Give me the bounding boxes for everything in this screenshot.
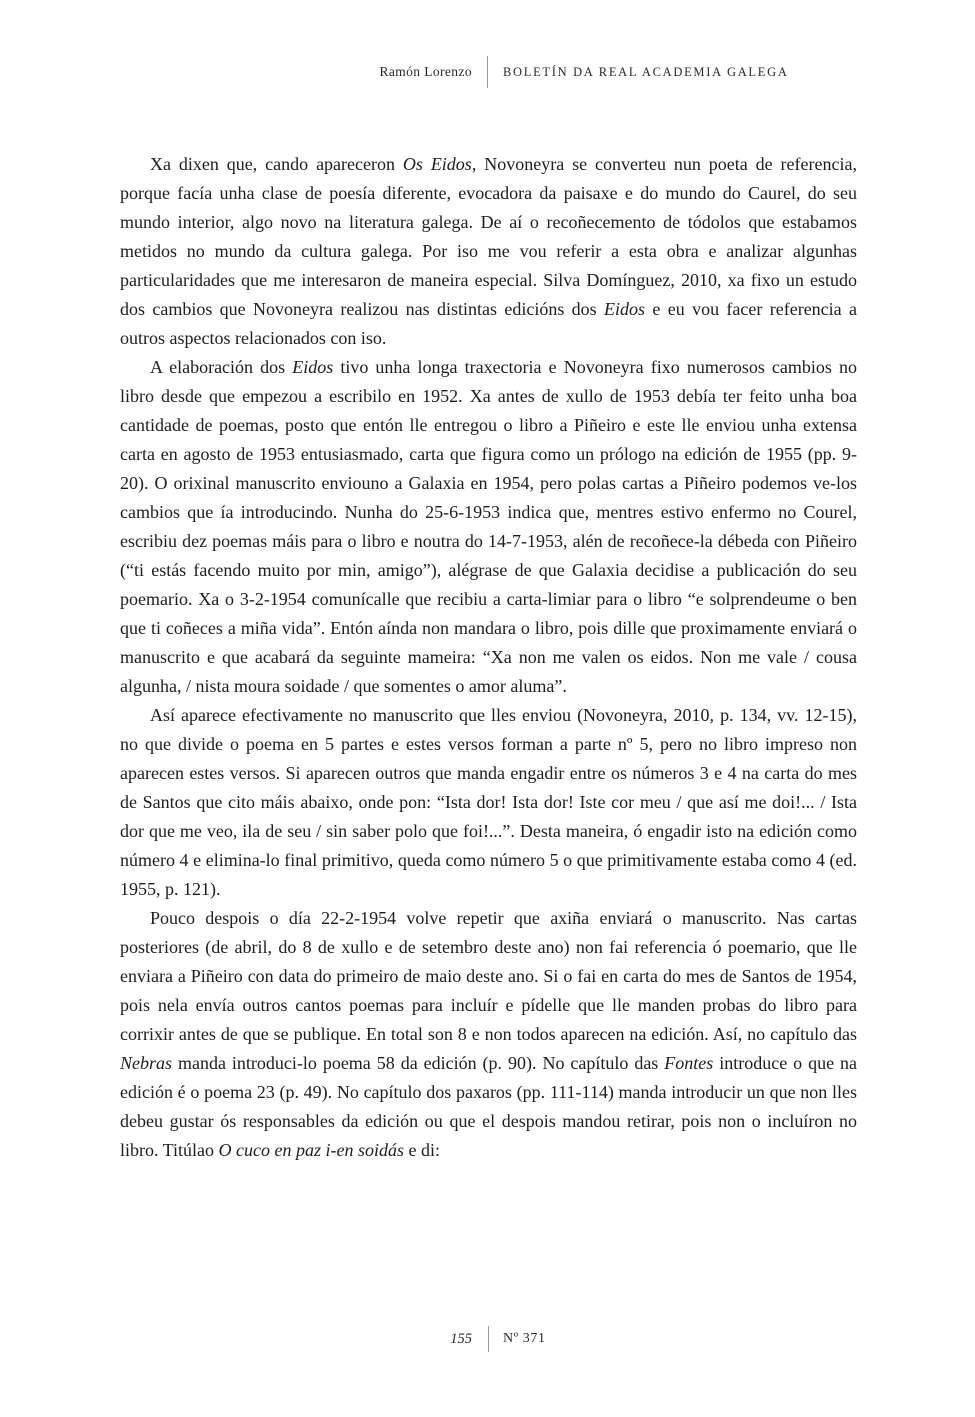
italic-text-run: Eidos [604,299,646,319]
text-run: manda introduci-lo poema 58 da edición (p. 90). No capítulo das [172,1053,665,1073]
text-run: Así aparece efectivamente no manuscrito que lles enviou (Novoneyra, 2010, p. 134, vv. 12-15), no que divide o poema en 5 partes e estes versos forman a parte nº 5, pero no libro impreso non aparecen estes versos. Si aparecen outros que manda engadir entre os números 3 e 4 na carta do mes de Santos que cito máis abaixo, onde pon: “Ista dor! Ista dor! Iste cor meu / que así me doi!... / Ista dor que me veo, ila de seu / sin saber polo que foi!...”. Desta maneira, ó engadir isto na edición como número 4 e elimina-lo final primitivo, queda como número 5 o que primitivamente estaba como 4 (ed. 1955, p. 121). [120,705,857,899]
page-number: 155 [450,1330,472,1347]
italic-text-run: Nebras [120,1053,173,1073]
italic-text-run: O cuco en paz i-en soidás [218,1140,404,1160]
header-author: Ramón Lorenzo [379,64,472,79]
paragraph [120,904,857,1165]
paragraph [120,353,857,701]
text-run: , Novoneyra se converteu nun poeta de referencia, porque facía unha clase de poesía diferente, evocadora da paisaxe e do mundo do Caurel, do seu mundo interior, algo novo na literatura galega. De aí o recoñecemento de tódolos que estabamos metidos no mundo da cultura galega. Por iso me vou referir a esta obra e analizar algunhas particularidades que me interesaron de maneira especial. Silva Domínguez, 2010, xa fixo un estudo dos cambios que Novoneyra realizou nas distintas edicións dos [120,154,857,319]
article-body [120,150,857,1165]
issue-number: Nº 371 [503,1331,546,1346]
header-journal-title: BOLETÍN DA REAL ACADEMIA GALEGA [503,64,789,79]
italic-text-run: Fontes [664,1053,714,1073]
text-run: Xa dixen que, cando apareceron [150,154,403,174]
paragraph [120,150,857,353]
page-header [0,56,975,88]
text-run: A elaboración dos [150,357,293,377]
italic-text-run: Eidos [292,357,334,377]
text-run: e di: [404,1140,440,1160]
text-run: Pouco despois o día 22-2-1954 volve repetir que axiña enviará o manuscrito. Nas cartas posteriores (de abril, do 8 de xullo e de setembro deste ano) non fai referencia ó poemario, que lle enviara a Piñeiro con data do primeiro de maio deste ano. Si o fai en carta do mes de Santos de 1954, pois nela envía outros cantos poemas para incluír e pídelle que lle manden probas do libro para corrixir antes de que se publique. En total son 8 e non todos aparecen na edición. Así, no capítulo das [120,908,857,1044]
italic-text-run: Os Eidos [402,154,472,174]
text-run: introduce o que na edición é o poema 23 (p. 49). No capítulo dos paxaros (pp. 111-114) manda introducir un que non lles debeu gustar ós responsables da edición ou que el despois mandou retirar, pois non o incluíron no libro. Titúlao [120,1053,858,1160]
text-run: e eu vou facer referencia a outros aspectos relacionados con iso. [120,299,858,348]
paragraph [120,701,857,904]
page-footer [0,1326,975,1352]
text-run: tivo unha longa traxectoria e Novoneyra fixo numerosos cambios no libro desde que empezou a escribilo en 1952. Xa antes de xullo de 1953 debía ter feito unha boa cantidade de poemas, posto que entón lle entregou o libro a Piñeiro e este lle enviou unha extensa carta en agosto de 1953 entusiasmado, carta que figura como un prólogo na edición de 1955 (pp. 9-20). O orixinal manuscrito enviouno a Galaxia en 1954, pero polas cartas a Piñeiro podemos ve-los cambios que ía introducindo. Nunha do 25-6-1953 indica que, mentres estivo enfermo no Courel, escribiu dez poemas máis para o libro e noutra do 14-7-1953, alén de recoñece-la débeda con Piñeiro (“ti estás facendo muito por min, amigo”), alégrase de que Galaxia decidise a publicación do seu poemario. Xa o 3-2-1954 comunícalle que recibiu a carta-limiar para o libro “e solprendeume o ben que ti coñeces a miña vida”. Entón aínda non mandara o libro, pois dille que proximamente enviará o manuscrito e que acabará da seguinte mameira: “Xa non me valen os eidos. Non me vale / cousa algunha, / nista moura soidade / que somentes o amor aluma”. [120,357,857,696]
